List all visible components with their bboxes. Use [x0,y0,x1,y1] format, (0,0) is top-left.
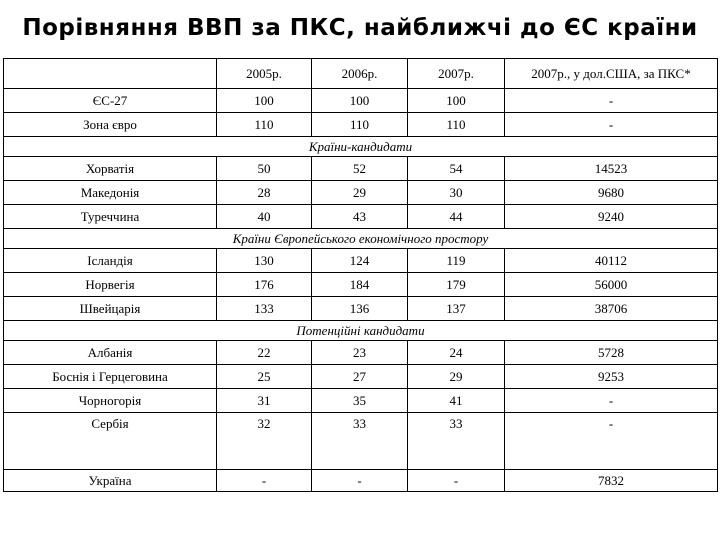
value-cell: 100 [408,89,505,113]
country-cell: Македонія [4,181,217,205]
value-cell: 33 [312,413,408,470]
header-cell-2007: 2007р. [408,59,505,89]
value-cell: 119 [408,249,505,273]
value-cell: 52 [312,157,408,181]
value-cell: 7832 [505,470,718,492]
country-cell: Туреччина [4,205,217,229]
section-row [4,137,718,157]
table-row [4,113,718,137]
country-cell: Албанія [4,341,217,365]
country-cell: Чорногорія [4,389,217,413]
value-cell: 110 [408,113,505,137]
value-cell: 27 [312,365,408,389]
header-cell-country [4,59,217,89]
header-cell-2006: 2006р. [312,59,408,89]
value-cell: - [217,470,312,492]
section-title: Країни Європейського економічного простору [4,229,718,249]
value-cell: 40112 [505,249,718,273]
value-cell: 110 [312,113,408,137]
country-cell: Сербія [4,413,217,470]
table-row-ukraine [4,470,718,492]
value-cell: 25 [217,365,312,389]
country-cell: Хорватія [4,157,217,181]
value-cell: 110 [217,113,312,137]
value-cell: 130 [217,249,312,273]
value-cell: 184 [312,273,408,297]
value-cell: 136 [312,297,408,321]
value-cell: 5728 [505,341,718,365]
country-cell: Україна [4,470,217,492]
value-cell: 137 [408,297,505,321]
value-cell: 31 [217,389,312,413]
table-header-row [4,59,718,89]
value-cell: 14523 [505,157,718,181]
gdp-comparison-table [3,58,718,492]
table-row [4,89,718,113]
value-cell: 56000 [505,273,718,297]
section-row [4,321,718,341]
value-cell: 23 [312,341,408,365]
page-title: Порівняння ВВП за ПКС, найближчі до ЄС країни [22,15,698,41]
section-title: Потенційні кандидати [4,321,718,341]
value-cell: 50 [217,157,312,181]
value-cell: 22 [217,341,312,365]
table-row [4,341,718,365]
table-row [4,389,718,413]
value-cell: 28 [217,181,312,205]
country-cell: Швейцарія [4,297,217,321]
country-cell: Ісландія [4,249,217,273]
header-cell-2007-usd: 2007р., у дол.США, за ПКС* [505,59,718,89]
value-cell: - [408,470,505,492]
table-row [4,273,718,297]
value-cell: 40 [217,205,312,229]
table-row [4,413,718,470]
value-cell: 24 [408,341,505,365]
value-cell: 179 [408,273,505,297]
value-cell: 9253 [505,365,718,389]
table-row [4,181,718,205]
value-cell: 43 [312,205,408,229]
value-cell: - [505,89,718,113]
value-cell: 30 [408,181,505,205]
value-cell: 54 [408,157,505,181]
value-cell: 9240 [505,205,718,229]
section-title: Країни-кандидати [4,137,718,157]
table-row [4,249,718,273]
value-cell: 29 [408,365,505,389]
value-cell: - [505,413,718,470]
country-cell: Зона євро [4,113,217,137]
section-row [4,229,718,249]
value-cell: 32 [217,413,312,470]
value-cell: 38706 [505,297,718,321]
value-cell: 176 [217,273,312,297]
value-cell: 100 [312,89,408,113]
value-cell: 9680 [505,181,718,205]
country-cell: Норвегія [4,273,217,297]
value-cell: 44 [408,205,505,229]
country-cell: ЄС-27 [4,89,217,113]
header-cell-2005: 2005р. [217,59,312,89]
value-cell: - [312,470,408,492]
table-row [4,157,718,181]
value-cell: 133 [217,297,312,321]
value-cell: 124 [312,249,408,273]
value-cell: 29 [312,181,408,205]
value-cell: 35 [312,389,408,413]
table-row [4,297,718,321]
value-cell: 100 [217,89,312,113]
table-row [4,365,718,389]
country-cell: Боснія і Герцеговина [4,365,217,389]
value-cell: - [505,113,718,137]
value-cell: 41 [408,389,505,413]
table-row [4,205,718,229]
value-cell: - [505,389,718,413]
value-cell: 33 [408,413,505,470]
